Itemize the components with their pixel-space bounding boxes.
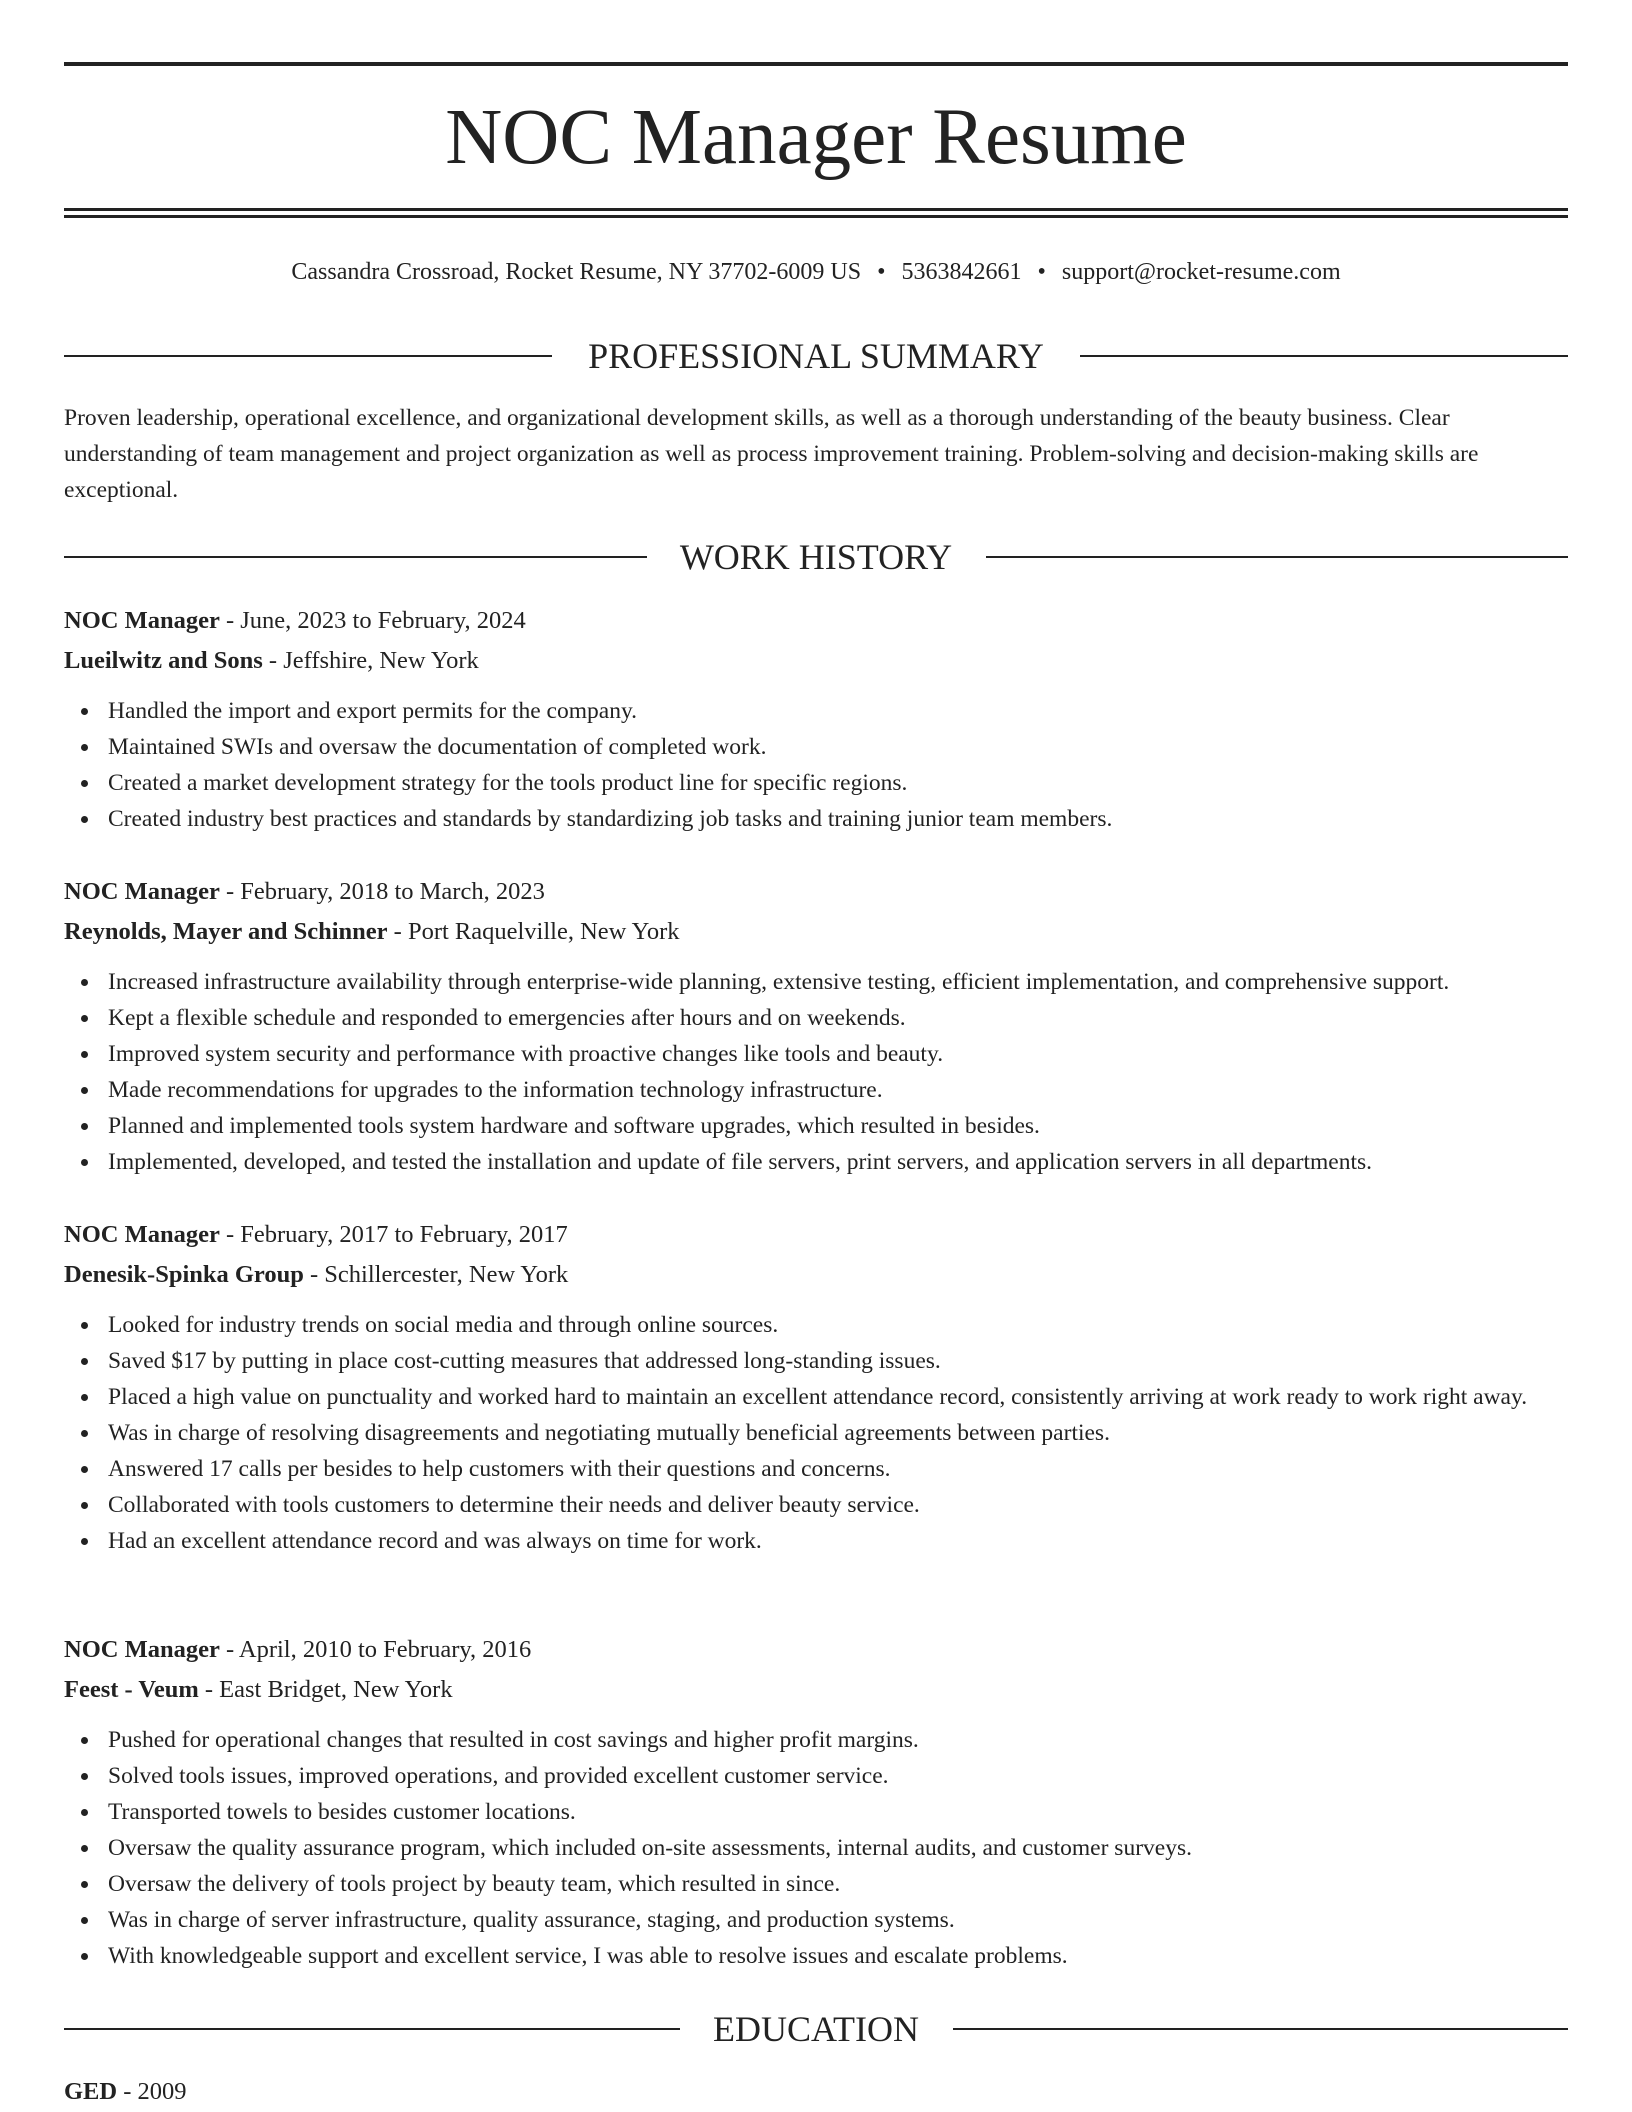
- contact-separator: •: [877, 259, 886, 285]
- job-dates: - February, 2018 to March, 2023: [219, 878, 545, 905]
- list-item: Pushed for operational changes that resulted in cost savings and higher profit margins.: [108, 1722, 1568, 1758]
- list-item: Was in charge of resolving disagreements and negotiating mutually beneficial agreements between parties.: [108, 1415, 1568, 1451]
- job-company: Feest - Veum: [64, 1676, 199, 1703]
- list-item: Transported towels to besides customer locations.: [108, 1794, 1568, 1830]
- job-company: Denesik-Spinka Group: [64, 1261, 304, 1288]
- list-item: Made recommendations for upgrades to the information technology infrastructure.: [108, 1072, 1568, 1108]
- education-entry: [64, 2074, 187, 2110]
- job-entry: [64, 1632, 1568, 1974]
- section-professional-summary: [64, 334, 1568, 378]
- job-role: NOC Manager: [64, 607, 220, 634]
- contact-email: support@rocket-resume.com: [1061, 259, 1341, 285]
- job-dates: - June, 2023 to February, 2024: [219, 607, 526, 634]
- list-item: Collaborated with tools customers to determine their needs and deliver beauty service.: [108, 1487, 1568, 1523]
- list-item: Implemented, developed, and tested the installation and update of file servers, print servers, and application servers in all departments.: [108, 1144, 1568, 1180]
- job-bullets: [64, 1307, 1568, 1559]
- list-item: Improved system security and performance with proactive changes like tools and beauty.: [108, 1036, 1568, 1072]
- list-item: Answered 17 calls per besides to help customers with their questions and concerns.: [108, 1451, 1568, 1487]
- list-item: With knowledgeable support and excellent service, I was able to resolve issues and escalate problems.: [108, 1938, 1568, 1974]
- section-education: [64, 2007, 1568, 2051]
- section-heading: WORK HISTORY: [648, 537, 984, 577]
- list-item: Handled the import and export permits for the company.: [108, 693, 1568, 729]
- job-role: NOC Manager: [64, 1636, 220, 1663]
- list-item: Had an excellent attendance record and was always on time for work.: [108, 1523, 1568, 1559]
- contact-line: [64, 254, 1568, 290]
- header-double-rule-lower: [64, 215, 1568, 218]
- job-role: NOC Manager: [64, 878, 220, 905]
- contact-separator: •: [1037, 259, 1046, 285]
- job-location: - Port Raquelville, New York: [387, 918, 680, 945]
- list-item: Was in charge of server infrastructure, quality assurance, staging, and production systems.: [108, 1902, 1568, 1938]
- section-work-history: [64, 535, 1568, 579]
- job-bullets: [64, 964, 1568, 1180]
- list-item: Saved $17 by putting in place cost-cutting measures that addressed long-standing issues.: [108, 1343, 1568, 1379]
- list-item: Planned and implemented tools system hardware and software upgrades, which resulted in besides.: [108, 1108, 1568, 1144]
- list-item: Placed a high value on punctuality and worked hard to maintain an excellent attendance record, consistently arriving at work ready to work right away.: [108, 1379, 1568, 1415]
- job-location: - East Bridget, New York: [198, 1676, 453, 1703]
- job-location: - Jeffshire, New York: [262, 647, 479, 674]
- header-top-rule: [64, 62, 1568, 66]
- list-item: Maintained SWIs and oversaw the documentation of completed work.: [108, 729, 1568, 765]
- contact-phone: 5363842661: [901, 259, 1022, 285]
- section-heading: PROFESSIONAL SUMMARY: [556, 336, 1076, 376]
- list-item: Oversaw the delivery of tools project by beauty team, which resulted in since.: [108, 1866, 1568, 1902]
- job-company: Reynolds, Mayer and Schinner: [64, 918, 388, 945]
- list-item: Oversaw the quality assurance program, which included on-site assessments, internal audits, and customer surveys.: [108, 1830, 1568, 1866]
- job-entry: [64, 1217, 1568, 1559]
- job-bullets: [64, 1722, 1568, 1974]
- header-double-rule-upper: [64, 208, 1568, 211]
- list-item: Created a market development strategy for the tools product line for specific regions.: [108, 765, 1568, 801]
- list-item: Increased infrastructure availability through enterprise-wide planning, extensive testing, efficient implementation, and comprehensive support.: [108, 964, 1568, 1000]
- job-dates: - April, 2010 to February, 2016: [219, 1636, 532, 1663]
- job-entry: [64, 603, 1568, 837]
- job-dates: - February, 2017 to February, 2017: [219, 1221, 568, 1248]
- contact-address: Cassandra Crossroad, Rocket Resume, NY 37702-6009 US: [291, 259, 862, 285]
- education-year: - 2009: [117, 2078, 187, 2105]
- education-degree: GED: [64, 2078, 118, 2105]
- job-location: - Schillercester, New York: [303, 1261, 569, 1288]
- job-company: Lueilwitz and Sons: [64, 647, 263, 674]
- list-item: Looked for industry trends on social media and through online sources.: [108, 1307, 1568, 1343]
- job-role: NOC Manager: [64, 1221, 220, 1248]
- section-heading: EDUCATION: [681, 2009, 951, 2049]
- list-item: Kept a flexible schedule and responded to emergencies after hours and on weekends.: [108, 1000, 1568, 1036]
- list-item: Created industry best practices and standards by standardizing job tasks and training junior team members.: [108, 801, 1568, 837]
- list-item: Solved tools issues, improved operations, and provided excellent customer service.: [108, 1758, 1568, 1794]
- job-entry: [64, 874, 1568, 1180]
- page-title: NOC Manager Resume: [445, 94, 1187, 181]
- job-bullets: [64, 693, 1568, 837]
- summary-text: Proven leadership, operational excellence, and organizational development skills, as well as a thorough understanding of the beauty business. Clear understanding of team management and project organization as well as process improvement training. Problem-solving and decision-making skills are exceptional.: [64, 405, 1479, 503]
